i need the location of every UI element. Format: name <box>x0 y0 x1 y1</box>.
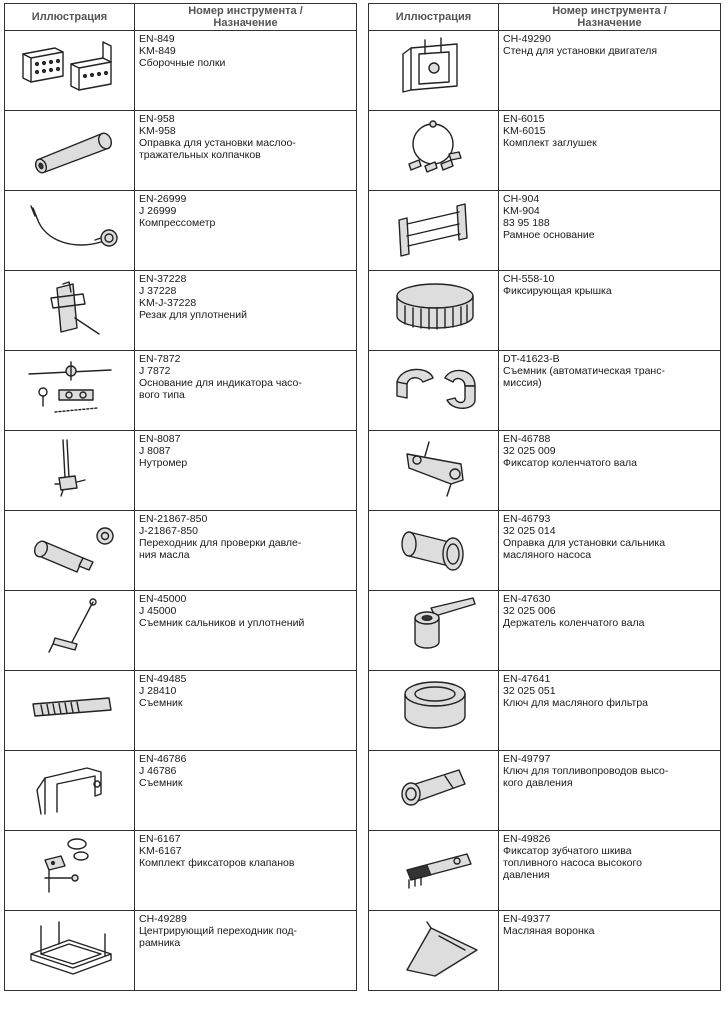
illustration-cell <box>369 911 499 991</box>
tool-number: EN-47630 <box>503 593 551 605</box>
tool-description <box>499 591 721 671</box>
table-row <box>369 31 721 111</box>
illustration-cell <box>369 31 499 111</box>
tool-number: 32 025 009 <box>503 445 556 457</box>
tool-number: EN-8087 <box>139 433 181 445</box>
table-row <box>5 351 357 431</box>
table-row <box>5 31 357 111</box>
tool-number: 32 025 006 <box>503 605 556 617</box>
tool-description <box>135 111 357 191</box>
tool-purpose: Нутромер <box>139 457 188 469</box>
illustration-cell <box>369 591 499 671</box>
subframe-adapter-icon <box>15 914 125 980</box>
plug-kit-icon <box>379 114 489 180</box>
tool-description <box>499 191 721 271</box>
tool-purpose: Съемник сальников и уплотнений <box>139 617 305 629</box>
header-illustration: Иллюстрация <box>5 4 135 31</box>
mandrel-icon <box>15 114 125 180</box>
tool-purpose: Съемник (автоматическая транс- <box>503 365 665 377</box>
illustration-cell <box>5 351 135 431</box>
table-row <box>5 431 357 511</box>
tool-purpose: Держатель коленчатого вала <box>503 617 645 629</box>
tool-purpose: Сборочные полки <box>139 57 226 69</box>
tool-purpose: Оправка для установки сальника <box>503 537 666 549</box>
tool-number: 83 95 188 <box>503 217 550 229</box>
tools-table-left <box>4 3 357 991</box>
tool-number: EN-958 <box>139 113 175 125</box>
tool-purpose: миссия) <box>503 377 542 389</box>
header-tool-line1: Номер инструмента / <box>188 5 303 17</box>
tool-number: EN-849 <box>139 33 175 45</box>
table-row <box>5 591 357 671</box>
table-row <box>369 911 721 991</box>
table-row <box>5 831 357 911</box>
tool-number: 32 025 014 <box>503 525 556 537</box>
illustration-cell <box>5 111 135 191</box>
table-row <box>5 111 357 191</box>
tool-number: J 37228 <box>139 285 177 297</box>
tool-description <box>499 351 721 431</box>
tool-purpose: Резак для уплотнений <box>139 309 247 321</box>
tool-description <box>135 911 357 991</box>
tool-number: KM-6167 <box>139 845 182 857</box>
tool-purpose: Съемник <box>139 697 183 709</box>
tool-description <box>135 271 357 351</box>
fuel-line-wrench-icon <box>379 754 489 820</box>
oil-funnel-icon <box>379 914 489 980</box>
tool-number: CH-904 <box>503 193 540 205</box>
table-row <box>369 591 721 671</box>
compression-gauge-icon <box>15 194 125 260</box>
tool-purpose: Комплект заглушек <box>503 137 597 149</box>
tool-purpose: Фиксирующая крышка <box>503 285 612 297</box>
tool-number: EN-46793 <box>503 513 551 525</box>
tool-description <box>135 351 357 431</box>
illustration-cell <box>369 111 499 191</box>
oil-filter-wrench-icon <box>379 674 489 740</box>
table-header <box>369 4 721 31</box>
tool-purpose: Фиксатор коленчатого вала <box>503 457 638 469</box>
table-header <box>5 4 357 31</box>
oil-pressure-adapter-icon <box>15 514 125 580</box>
table-row <box>5 671 357 751</box>
crankshaft-holder-icon <box>379 594 489 660</box>
illustration-cell <box>369 831 499 911</box>
tool-description <box>499 831 721 911</box>
transmission-remover-icon <box>379 354 489 420</box>
illustration-cell <box>369 351 499 431</box>
tool-number: KM-J-37228 <box>139 297 197 309</box>
tool-description <box>499 31 721 111</box>
tool-number: KM-958 <box>139 125 176 137</box>
table-row <box>369 511 721 591</box>
illustration-cell <box>5 751 135 831</box>
tool-number: EN-49377 <box>503 913 551 925</box>
frame-base-icon <box>379 194 489 260</box>
puller-icon <box>15 674 125 740</box>
tool-purpose: давления <box>503 869 550 881</box>
tool-number: J 45000 <box>139 605 177 617</box>
tool-purpose: кого давления <box>503 777 573 789</box>
tool-description <box>135 751 357 831</box>
tool-purpose: ния масла <box>139 549 190 561</box>
tool-number: J 7872 <box>139 365 171 377</box>
tool-number: CH-49289 <box>139 913 187 925</box>
table-row <box>369 751 721 831</box>
tool-description <box>499 511 721 591</box>
tool-number: EN-7872 <box>139 353 181 365</box>
tool-number: EN-45000 <box>139 593 187 605</box>
oil-pump-seal-mandrel-icon <box>379 514 489 580</box>
tool-description <box>135 831 357 911</box>
tool-description <box>499 431 721 511</box>
tool-number: EN-37228 <box>139 273 187 285</box>
tool-purpose: Ключ для топливопроводов высо- <box>503 765 669 777</box>
tool-purpose: Съемник <box>139 777 183 789</box>
header-tool <box>135 4 357 31</box>
tool-number: J-21867-850 <box>139 525 198 537</box>
table-row <box>369 351 721 431</box>
tool-number: J 46786 <box>139 765 177 777</box>
tool-number: EN-6015 <box>503 113 545 125</box>
table-row <box>369 271 721 351</box>
tool-purpose: рамника <box>139 937 181 949</box>
tool-purpose: Оправка для установки маслоо- <box>139 137 296 149</box>
tool-number: J 8087 <box>139 445 171 457</box>
illustration-cell <box>369 271 499 351</box>
tool-number: EN-47641 <box>503 673 551 685</box>
tool-purpose: Основание для индикатора часо- <box>139 377 302 389</box>
tool-description <box>499 111 721 191</box>
tool-description <box>499 271 721 351</box>
tool-number: J 28410 <box>139 685 177 697</box>
table-row <box>369 191 721 271</box>
tool-purpose: Стенд для установки двигателя <box>503 45 658 57</box>
tool-number: CH-49290 <box>503 33 551 45</box>
tool-number: EN-46786 <box>139 753 187 765</box>
tool-description <box>135 431 357 511</box>
illustration-cell <box>369 751 499 831</box>
retaining-cap-icon <box>379 274 489 340</box>
tool-number: EN-49797 <box>503 753 551 765</box>
table-row <box>5 511 357 591</box>
tool-number: KM-6015 <box>503 125 546 137</box>
header-tool-line2: Назначение <box>213 17 278 29</box>
header-tool-line1: Номер инструмента / <box>552 5 667 17</box>
illustration-cell <box>369 511 499 591</box>
tool-number: 32 025 051 <box>503 685 556 697</box>
tool-purpose: тражательных колпачков <box>139 149 261 161</box>
illustration-cell <box>5 31 135 111</box>
illustration-cell <box>5 511 135 591</box>
valve-retainer-kit-icon <box>15 834 125 900</box>
seal-remover-icon <box>15 594 125 660</box>
tool-number: EN-49826 <box>503 833 551 845</box>
tool-purpose: Рамное основание <box>503 229 595 241</box>
tool-number: KM-849 <box>139 45 176 57</box>
crankshaft-lock-icon <box>379 434 489 500</box>
tool-purpose: Масляная воронка <box>503 925 595 937</box>
header-tool <box>499 4 721 31</box>
tool-purpose: масляного насоса <box>503 549 592 561</box>
tool-description <box>135 671 357 751</box>
tool-purpose: Фиксатор зубчатого шкива <box>503 845 632 857</box>
illustration-cell <box>369 431 499 511</box>
tool-number: EN-26999 <box>139 193 187 205</box>
tool-number: DT-41623-B <box>503 353 560 365</box>
tool-description <box>135 191 357 271</box>
illustration-cell <box>369 671 499 751</box>
tool-purpose: Компрессометр <box>139 217 216 229</box>
tool-purpose: Ключ для масляного фильтра <box>503 697 649 709</box>
tool-number: EN-49485 <box>139 673 187 685</box>
illustration-cell <box>5 431 135 511</box>
table-row <box>5 191 357 271</box>
table-row <box>369 831 721 911</box>
tool-description <box>135 591 357 671</box>
table-row <box>5 271 357 351</box>
bore-gauge-icon <box>15 434 125 500</box>
tool-purpose: вого типа <box>139 389 185 401</box>
tool-purpose: Переходник для проверки давле- <box>139 537 302 549</box>
table-row <box>369 431 721 511</box>
illustration-cell <box>5 671 135 751</box>
tool-number: EN-21867-850 <box>139 513 208 525</box>
tool-description <box>499 751 721 831</box>
assembly-shelves-icon <box>15 34 125 100</box>
dial-indicator-base-icon <box>15 354 125 420</box>
pulley-lock-icon <box>379 834 489 900</box>
tool-number: EN-46788 <box>503 433 551 445</box>
tool-description <box>499 911 721 991</box>
illustration-cell <box>369 191 499 271</box>
table-row <box>369 111 721 191</box>
bracket-puller-icon <box>15 754 125 820</box>
table-row <box>369 671 721 751</box>
header-illustration: Иллюстрация <box>369 4 499 31</box>
tool-number: CH-558-10 <box>503 273 555 285</box>
tool-number: KM-904 <box>503 205 540 217</box>
table-row <box>5 911 357 991</box>
tool-number: J 26999 <box>139 205 177 217</box>
tool-description <box>135 31 357 111</box>
tool-purpose: топливного насоса высокого <box>503 857 642 869</box>
tool-description <box>135 511 357 591</box>
tools-table-right <box>368 3 721 991</box>
tool-purpose: Комплект фиксаторов клапанов <box>139 857 295 869</box>
illustration-cell <box>5 911 135 991</box>
illustration-cell <box>5 591 135 671</box>
illustration-cell <box>5 191 135 271</box>
seal-cutter-icon <box>15 274 125 340</box>
engine-stand-icon <box>379 34 489 100</box>
tool-purpose: Центрирующий переходник под- <box>139 925 297 937</box>
tool-description <box>499 671 721 751</box>
illustration-cell <box>5 831 135 911</box>
table-row <box>5 751 357 831</box>
header-tool-line2: Назначение <box>577 17 642 29</box>
illustration-cell <box>5 271 135 351</box>
tool-number: EN-6167 <box>139 833 181 845</box>
